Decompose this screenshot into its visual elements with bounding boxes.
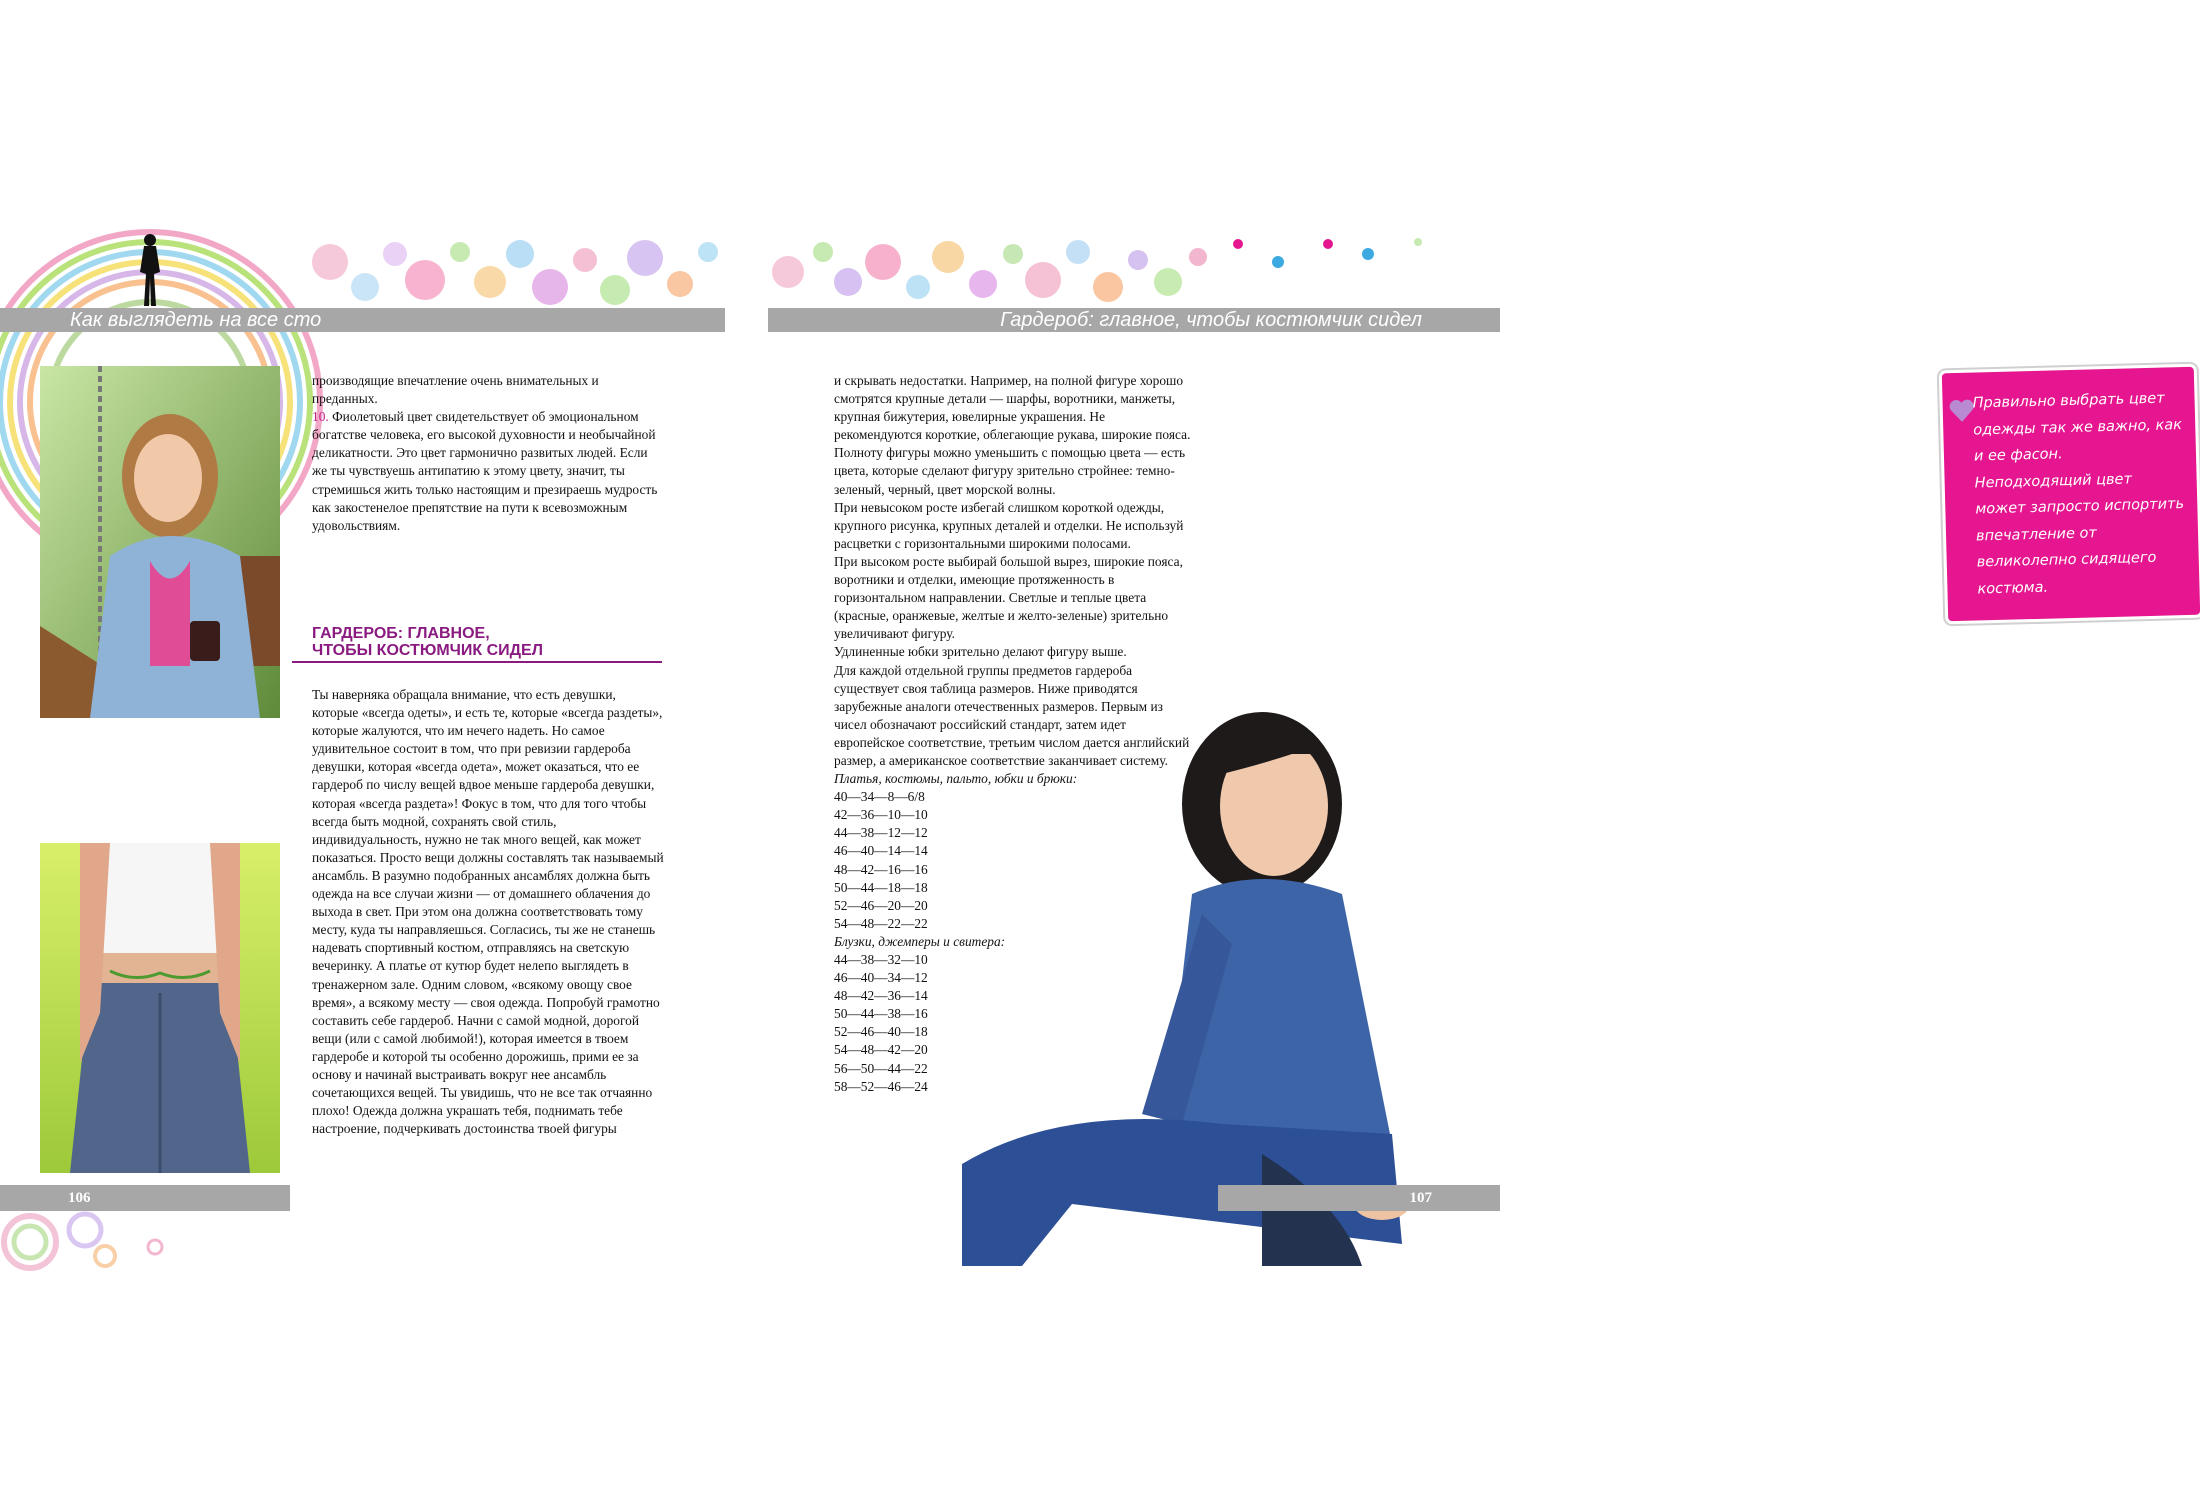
size-row: 52—46—20—20 [834, 897, 928, 913]
tip-text: Правильно выбрать цвет одежды так же важно, как и ее фасон. Неподходящий цвет может запросто испортить впечатление от великолепно сидящего костюма. [1972, 390, 2185, 597]
left-header-title: Как выглядеть на все сто [70, 309, 322, 331]
header-bubbles-decoration [768, 232, 1500, 310]
size-row: 46—40—14—14 [834, 843, 928, 859]
intro-paragraph: производящие впечатление очень внимательных и преданных. [312, 373, 599, 407]
right-page-number-bar [1218, 1185, 1500, 1211]
size-row: 44—38—32—10 [834, 952, 928, 967]
size-row: 54—48—22—22 [834, 915, 928, 931]
left-page-number-bar [0, 1185, 290, 1211]
photo-girl-swing [40, 366, 280, 718]
item-10-number: 10. [312, 409, 329, 425]
size-row: 42—36—10—10 [834, 807, 928, 823]
size-row: 44—38—12—12 [834, 825, 928, 841]
size-row: 54—48—42—20 [834, 1042, 928, 1058]
right-paragraph-1: и скрывать недостатки. Например, на полной фигуре хорошо смотрятся крупные детали — шарфы, воротники, манжеты, крупная бижутерия, ювелирные украшения. Не рекомендуются короткие, облегающие рукава, широкие пояса. Полноту фигуры можно уменьшить с помощью цвета — есть цвета, которые сделают фигуру зрительно стройнее: темно-зеленый, черный, цвет морской волны. [834, 373, 1191, 497]
size-row: 46—40—34—12 [834, 970, 928, 986]
photo-jeans-back [40, 843, 280, 1173]
left-body-paragraph: Ты наверняка обращала внимание, что есть девушки, которые «всегда одеты», и есть те, которые «всегда раздеты», которые жалуются, что им нечего надеть. Но самое удивительное состоит в том, что при ревизии гардероба девушки, которая «всегда одета», может оказаться, что ее гардероб по числу вещей вдвое меньше гардероба девушки, которая «всегда раздета»! Фокус в том, что для того чтобы всегда быть модной, сохранять свой стиль, индивидуальность, нужно не так много вещей, как может показаться. Просто вещи должны составлять так называемый ансамбль. В разумно подобранных ансамблях должна быть одежда на все случаи жизни — от домашнего облачения до выхода в свет. При этом она должна соответствовать тому месту, куда ты направляешься. Согласись, ты же не станешь надевать спортивный костюм, отправляясь на светскую вечеринку. А платье от кутюр будет нелепо выглядеть в тренажерном зале. Одним словом, «всякому овощу свое время», а всякому месту — своя одежда. Попробуй грамотно составить себе гардероб. Начни с самой модной, дорогой вещи (или с самой любимой!), которая имеется в твоем гардеробе и которой ты особенно дорожишь, прими ее за основу и начинай выстраивать вокруг нее ансамбль сочетающихся вещей. Ты увидишь, что не все так отчаянно плохо! Одежда должна украшать тебя, поднимать тебе настроение, подчеркивать достоинства твоей фигуры [312, 687, 664, 1137]
left-body-column [312, 686, 664, 1138]
section-title-line1: ГАРДЕРОБ: ГЛАВНОЕ, [312, 625, 490, 642]
right-page-number: 107 [1409, 1190, 1432, 1206]
size-list-1-heading: Платья, костюмы, пальто, юбки и брюки: [834, 771, 1078, 787]
right-header-title: Гардероб: главное, чтобы костюмчик сидел [1000, 309, 1422, 331]
right-paragraph-5: Для каждой отдельной группы предметов гардероба существует своя таблица размеров. Ниже приводятся зарубежные аналоги отечественных размеров. Первым из чисел обозначают российский стандарт, затем идет европейское соответствие, третьим числом дается английский размер, а американское соответствие заканчивает систему. [834, 662, 1190, 768]
photo-woman-denim [962, 684, 1450, 1266]
size-list-2-heading: Блузки, джемперы и свитера: [834, 933, 1006, 949]
section-title [312, 625, 662, 659]
tip-card [1942, 367, 2200, 622]
section-title-line2: ЧТОБЫ КОСТЮМЧИК СИДЕЛ [312, 642, 543, 659]
size-row: 56—50—44—22 [834, 1060, 928, 1076]
right-page [750, 0, 2185, 1500]
header-rainbow-decoration [0, 232, 725, 310]
right-paragraph-4: Удлиненные юбки зрительно делают фигуру выше. [834, 644, 1127, 660]
item-10-paragraph [312, 408, 664, 535]
left-page-number: 106 [68, 1190, 91, 1206]
right-paragraph-3: При высоком росте выбирай большой вырез, широкие пояса, воротники и отделки, имеющие протяженность в горизонтальном направлении. Светлые и теплые цвета (красные, оранжевые, желтые и желто-зеленые) зрительно увеличивают фигуру. [834, 553, 1183, 642]
right-paragraph-2: При невысоком росте избегай слишком короткой одежды, крупного рисунка, крупных деталей и отделки. Не используй расцветки с горизонтальными широкими полосами. [834, 499, 1184, 551]
size-row: 48—42—16—16 [834, 861, 928, 877]
size-row: 40—34—8—6/8 [834, 789, 925, 805]
size-row: 58—52—46—24 [834, 1078, 928, 1094]
size-row: 52—46—40—18 [834, 1024, 928, 1040]
heart-icon [1948, 398, 1975, 423]
left-page [0, 0, 750, 1500]
size-row: 48—42—36—14 [834, 988, 928, 1004]
left-header-bar [0, 308, 725, 332]
left-intro-column [312, 372, 664, 535]
size-row: 50—44—18—18 [834, 879, 928, 895]
right-header-bar [768, 308, 1500, 332]
item-10-text: Фиолетовый цвет свидетельствует об эмоциональном богатстве человека, его высокой духовности и необычайной деликатности. Это цвет гармонично развитых людей. Если же ты чувствуешь антипатию к этому цвету, значит, ты стремишься жить только настоящим и презираешь мудрость как закостенелое препятствие на пути к всевозможным удовольствиям. [312, 409, 658, 533]
footer-bubbles-decoration [0, 1212, 200, 1274]
size-row: 50—44—38—16 [834, 1006, 928, 1022]
section-title-rule [292, 661, 662, 663]
